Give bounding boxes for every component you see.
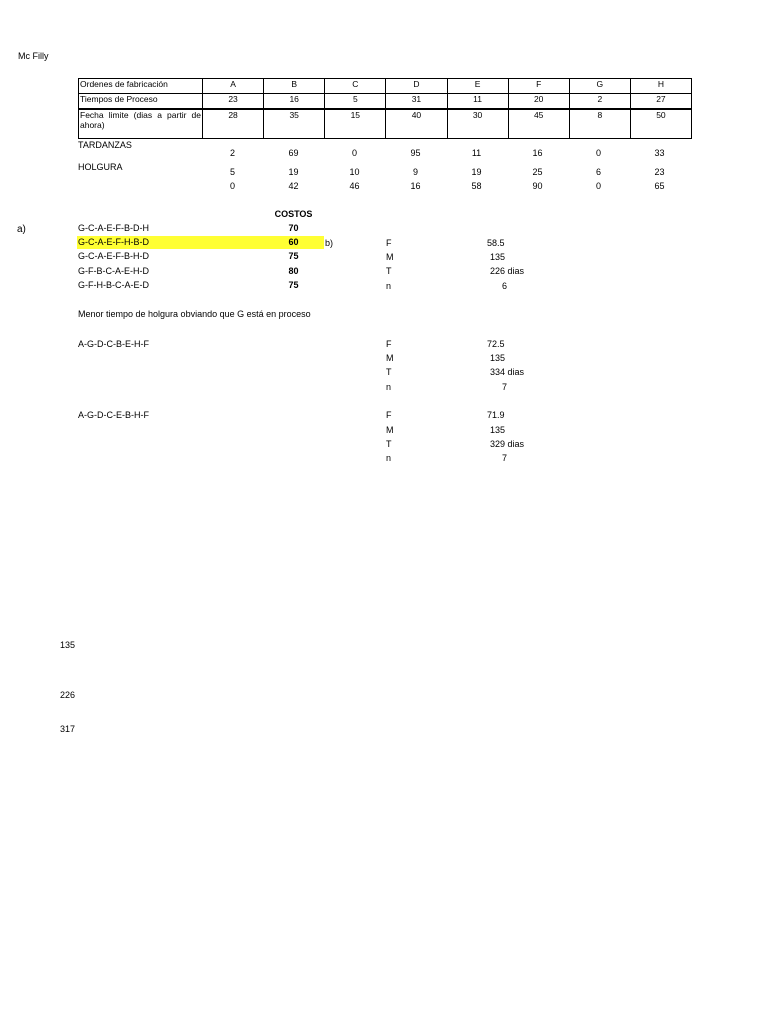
tardanza-value: 69 — [288, 148, 299, 158]
row-label: Tiempos de Proceso — [79, 94, 203, 110]
holgura-label: HOLGURA — [78, 162, 123, 172]
sequence-label: G-C-A-E-F-B-D-H — [78, 223, 149, 233]
alternative-sequence: A-G-D-C-E-B-H-F — [78, 410, 149, 420]
metric-value: 7 — [502, 453, 508, 463]
table-cell: 50 — [630, 109, 691, 139]
table-cell: 31 — [386, 94, 447, 110]
table-cell: 5 — [325, 94, 386, 110]
holgura-value: 46 — [349, 181, 360, 191]
order-header: F — [508, 79, 569, 94]
holgura-value: 25 — [532, 167, 543, 177]
sequence-cost: 75 — [288, 251, 299, 261]
tardanza-value: 2 — [229, 148, 235, 158]
metric-value: 135 — [490, 425, 506, 435]
table-cell: 28 — [203, 109, 264, 139]
sequence-cost: 80 — [288, 266, 299, 276]
table-cell: 30 — [447, 109, 508, 139]
row-label: Fecha limite (dias a partir de ahora) — [79, 109, 203, 139]
table-cell: 35 — [264, 109, 325, 139]
holgura-value: 5 — [229, 167, 235, 177]
order-header: D — [386, 79, 447, 94]
orders-table — [78, 78, 692, 139]
order-header: G — [569, 79, 630, 94]
header-label: Ordenes de fabricación — [79, 79, 203, 94]
order-header: A — [203, 79, 264, 94]
table-row-process-times — [79, 94, 692, 110]
costs-header: COSTOS — [274, 209, 313, 219]
alternative-sequence: A-G-D-C-B-E-H-F — [78, 339, 149, 349]
part-b-marker: b) — [325, 238, 334, 248]
table-cell: 40 — [386, 109, 447, 139]
holgura-value: 65 — [654, 181, 665, 191]
holgura-value: 9 — [412, 167, 418, 177]
table-cell: 2 — [569, 94, 630, 110]
metric-value: 72.5 — [487, 339, 505, 349]
tardanzas-label: TARDANZAS — [78, 140, 132, 150]
metric-label: F — [386, 410, 392, 420]
metric-label: T — [386, 439, 392, 449]
sequence-cost: 70 — [288, 223, 299, 233]
metric-value: 135 — [490, 252, 506, 262]
order-header: B — [264, 79, 325, 94]
metric-value: 329 dias — [490, 439, 525, 449]
tardanza-value: 11 — [471, 148, 482, 158]
sequence-label-highlighted: G-C-A-E-F-H-B-D — [78, 237, 149, 247]
table-cell: 16 — [264, 94, 325, 110]
holgura-value: 16 — [410, 181, 421, 191]
metric-label: n — [386, 453, 392, 463]
metric-value: 334 dias — [490, 367, 525, 377]
metric-value: 6 — [502, 281, 508, 291]
holgura-value: 0 — [229, 181, 235, 191]
order-header: E — [447, 79, 508, 94]
holgura-value: 19 — [471, 167, 482, 177]
sequence-cost-highlighted: 60 — [288, 237, 299, 247]
holgura-value: 6 — [595, 167, 601, 177]
metric-value: 226 dias — [490, 266, 525, 276]
metric-value: 71.9 — [487, 410, 505, 420]
table-cell: 11 — [447, 94, 508, 110]
holgura-value: 90 — [532, 181, 543, 191]
table-cell: 15 — [325, 109, 386, 139]
sequence-cost: 75 — [288, 280, 299, 290]
metric-label: M — [386, 425, 394, 435]
holgura-value: 10 — [349, 167, 360, 177]
order-header: H — [630, 79, 691, 94]
metric-value: 135 — [490, 353, 506, 363]
metric-label: F — [386, 238, 392, 248]
metric-label: T — [386, 367, 392, 377]
document-title: Mc Filly — [18, 51, 49, 61]
loose-number: 317 — [60, 724, 76, 734]
table-cell: 20 — [508, 94, 569, 110]
holgura-value: 42 — [288, 181, 299, 191]
holgura-value: 19 — [288, 167, 299, 177]
tardanza-value: 0 — [351, 148, 357, 158]
metric-value: 7 — [502, 382, 508, 392]
table-header-row — [79, 79, 692, 94]
holgura-value: 23 — [654, 167, 665, 177]
loose-number: 135 — [60, 640, 76, 650]
tardanza-value: 16 — [532, 148, 543, 158]
holgura-value: 0 — [595, 181, 601, 191]
holgura-value: 58 — [471, 181, 482, 191]
tardanza-value: 95 — [410, 148, 421, 158]
tardanza-value: 0 — [595, 148, 601, 158]
metric-label: n — [386, 382, 392, 392]
metric-label: T — [386, 266, 392, 276]
table-cell: 27 — [630, 94, 691, 110]
metric-label: n — [386, 281, 392, 291]
holgura-note: Menor tiempo de holgura obviando que G está en proceso — [78, 309, 311, 319]
table-row-due-dates — [79, 109, 692, 139]
table-cell: 23 — [203, 94, 264, 110]
loose-number: 226 — [60, 690, 76, 700]
table-cell: 45 — [508, 109, 569, 139]
metric-value: 58.5 — [487, 238, 505, 248]
part-a-marker: a) — [17, 224, 26, 235]
sequence-label: G-C-A-E-F-B-H-D — [78, 251, 149, 261]
sequence-label: G-F-B-C-A-E-H-D — [78, 266, 149, 276]
sequence-label: G-F-H-B-C-A-E-D — [78, 280, 149, 290]
metric-label: M — [386, 252, 394, 262]
metric-label: M — [386, 353, 394, 363]
order-header: C — [325, 79, 386, 94]
tardanza-value: 33 — [654, 148, 665, 158]
table-cell: 8 — [569, 109, 630, 139]
metric-label: F — [386, 339, 392, 349]
